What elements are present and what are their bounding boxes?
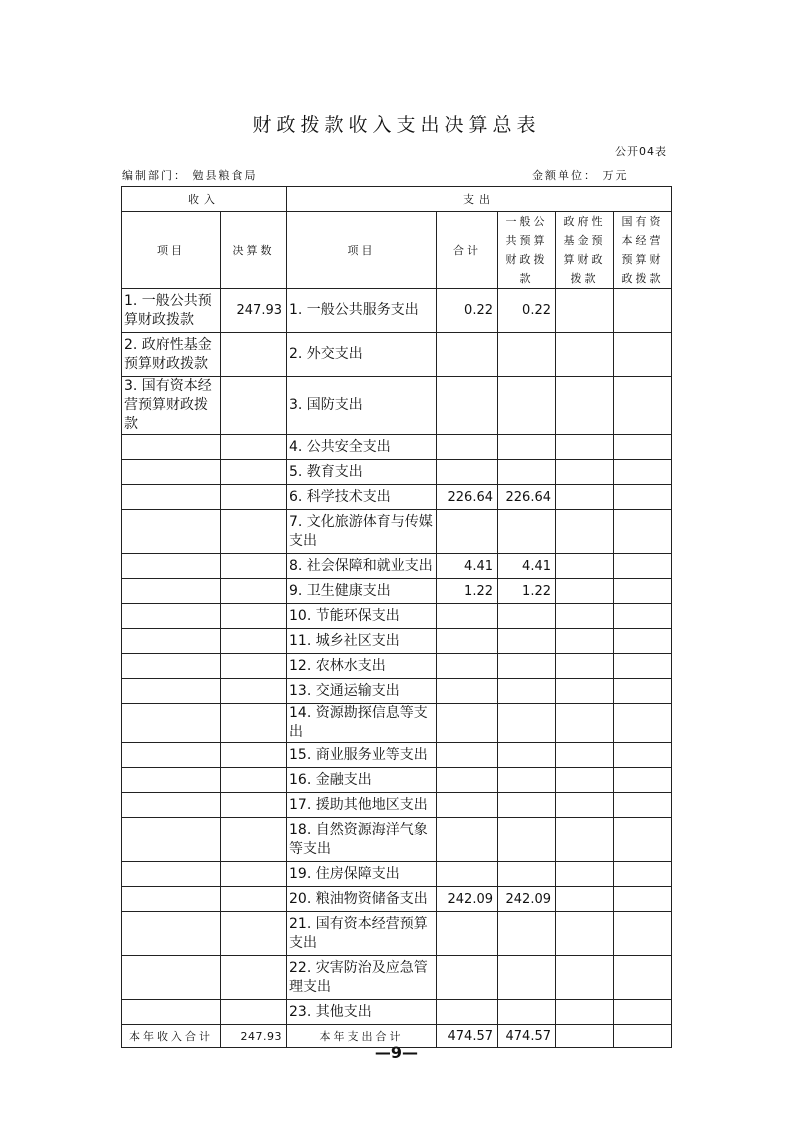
state-capital-cell	[614, 460, 672, 485]
income-item-cell	[122, 704, 221, 743]
table-row	[122, 743, 672, 768]
gov-fund-cell	[556, 377, 614, 435]
income-total-amount: 247.93	[221, 1025, 287, 1048]
income-item-cell	[122, 510, 221, 554]
expense-item-cell: 19. 住房保障支出	[287, 862, 437, 887]
gov-fund-cell	[556, 510, 614, 554]
expense-item-cell: 3. 国防支出	[287, 377, 437, 435]
income-item-cell	[122, 743, 221, 768]
state-capital-cell	[614, 579, 672, 604]
income-amount-cell	[221, 460, 287, 485]
expense-item-cell: 18. 自然资源海洋气象等支出	[287, 818, 437, 862]
general-cell	[498, 333, 556, 377]
income-item-cell	[122, 793, 221, 818]
gov-fund-cell	[556, 912, 614, 956]
total-cell	[437, 793, 498, 818]
table-row	[122, 289, 672, 333]
income-item-cell	[122, 460, 221, 485]
income-item-cell: 3. 国有资本经营预算财政拨款	[122, 377, 221, 435]
income-item-cell	[122, 554, 221, 579]
expense-item-cell: 16. 金融支出	[287, 768, 437, 793]
income-item-header: 项目	[122, 212, 221, 289]
income-amount-cell	[221, 510, 287, 554]
amount-unit: 金额单位： 万元	[532, 169, 629, 182]
expense-item-cell: 15. 商业服务业等支出	[287, 743, 437, 768]
state-capital-cell	[614, 704, 672, 743]
state-capital-cell	[614, 956, 672, 1000]
general-cell	[498, 377, 556, 435]
total-cell: 0.22	[437, 289, 498, 333]
general-cell: 1.22	[498, 579, 556, 604]
total-cell	[437, 654, 498, 679]
table-row	[122, 579, 672, 604]
expense-item-cell: 22. 灾害防治及应急管理支出	[287, 956, 437, 1000]
expense-item-cell: 7. 文化旅游体育与传媒支出	[287, 510, 437, 554]
gov-fund-cell	[556, 333, 614, 377]
expense-item-cell: 23. 其他支出	[287, 1000, 437, 1025]
table-row	[122, 510, 672, 554]
page-title: 财政拨款收入支出决算总表	[252, 114, 541, 136]
general-total-cell: 474.57	[498, 1025, 556, 1048]
table-row	[122, 818, 672, 862]
table-row	[122, 679, 672, 704]
table-row	[122, 768, 672, 793]
table-row	[122, 333, 672, 377]
expense-item-cell: 12. 农林水支出	[287, 654, 437, 679]
general-cell: 226.64	[498, 485, 556, 510]
total-cell	[437, 704, 498, 743]
income-item-cell	[122, 435, 221, 460]
gov-fund-cell	[556, 554, 614, 579]
income-amount-cell	[221, 818, 287, 862]
total-cell	[437, 377, 498, 435]
gov-fund-cell	[556, 604, 614, 629]
expense-item-cell: 6. 科学技术支出	[287, 485, 437, 510]
gov-fund-cell	[556, 887, 614, 912]
total-cell	[437, 510, 498, 554]
expense-item-cell: 21. 国有资本经营预算支出	[287, 912, 437, 956]
income-amount-cell	[221, 679, 287, 704]
general-cell	[498, 743, 556, 768]
state-capital-cell	[614, 289, 672, 333]
total-cell	[437, 333, 498, 377]
general-cell	[498, 460, 556, 485]
gov-fund-cell	[556, 289, 614, 333]
gov-fund-cell	[556, 956, 614, 1000]
income-item-cell	[122, 818, 221, 862]
general-cell	[498, 510, 556, 554]
income-item-cell	[122, 1000, 221, 1025]
gov-fund-cell	[556, 1000, 614, 1025]
income-amount-cell	[221, 912, 287, 956]
total-cell	[437, 435, 498, 460]
income-amount-cell	[221, 654, 287, 679]
gov-fund-cell	[556, 654, 614, 679]
table-row	[122, 654, 672, 679]
income-item-cell	[122, 862, 221, 887]
expense-item-cell: 9. 卫生健康支出	[287, 579, 437, 604]
income-amount-cell	[221, 887, 287, 912]
general-cell	[498, 654, 556, 679]
total-cell	[437, 604, 498, 629]
income-amount-cell	[221, 704, 287, 743]
income-amount-cell	[221, 956, 287, 1000]
total-cell: 242.09	[437, 887, 498, 912]
total-cell	[437, 862, 498, 887]
expense-header: 支出	[287, 187, 672, 212]
general-cell: 0.22	[498, 289, 556, 333]
income-item-cell	[122, 604, 221, 629]
income-item-cell	[122, 912, 221, 956]
expense-item-cell: 20. 粮油物资储备支出	[287, 887, 437, 912]
total-cell	[437, 1000, 498, 1025]
expense-item-cell: 13. 交通运输支出	[287, 679, 437, 704]
income-item-cell	[122, 679, 221, 704]
general-cell: 4.41	[498, 554, 556, 579]
expense-item-cell: 17. 援助其他地区支出	[287, 793, 437, 818]
gov-fund-header: 政府性基金预算财政拨款	[556, 212, 614, 289]
general-budget-header: 一般公共预算财政拨款	[498, 212, 556, 289]
gov-fund-cell	[556, 460, 614, 485]
income-amount-cell	[221, 604, 287, 629]
general-cell	[498, 818, 556, 862]
state-capital-cell	[614, 554, 672, 579]
total-cell	[437, 768, 498, 793]
income-amount-cell: 247.93	[221, 289, 287, 333]
general-cell	[498, 435, 556, 460]
header-row-top	[122, 187, 672, 212]
general-cell	[498, 604, 556, 629]
table-row	[122, 1000, 672, 1025]
state-capital-cell	[614, 435, 672, 460]
general-cell	[498, 956, 556, 1000]
general-cell	[498, 704, 556, 743]
table-row	[122, 604, 672, 629]
gov-fund-cell	[556, 679, 614, 704]
gov-fund-cell	[556, 704, 614, 743]
table-row	[122, 629, 672, 654]
total-cell	[437, 818, 498, 862]
gov-fund-cell	[556, 818, 614, 862]
state-capital-cell	[614, 1000, 672, 1025]
expense-item-cell: 2. 外交支出	[287, 333, 437, 377]
expense-item-cell: 10. 节能环保支出	[287, 604, 437, 629]
table-row	[122, 377, 672, 435]
expense-item-header: 项目	[287, 212, 437, 289]
gov-fund-cell	[556, 768, 614, 793]
income-amount-cell	[221, 377, 287, 435]
budget-amount-header: 决算数	[221, 212, 287, 289]
state-capital-cell	[614, 654, 672, 679]
table-row	[122, 485, 672, 510]
income-amount-cell	[221, 579, 287, 604]
total-cell: 4.41	[437, 554, 498, 579]
state-capital-cell	[614, 604, 672, 629]
total-cell: 1.22	[437, 579, 498, 604]
state-capital-cell	[614, 818, 672, 862]
income-item-cell	[122, 579, 221, 604]
expense-item-cell: 5. 教育支出	[287, 460, 437, 485]
total-cell	[437, 629, 498, 654]
state-capital-cell	[614, 510, 672, 554]
table-row	[122, 435, 672, 460]
total-cell	[437, 912, 498, 956]
income-amount-cell	[221, 743, 287, 768]
expense-item-cell: 11. 城乡社区支出	[287, 629, 437, 654]
income-amount-cell	[221, 485, 287, 510]
general-cell	[498, 679, 556, 704]
income-amount-cell	[221, 768, 287, 793]
general-cell	[498, 1000, 556, 1025]
state-capital-cell	[614, 333, 672, 377]
table-row	[122, 912, 672, 956]
page-number: —9—	[374, 1043, 419, 1062]
form-number: 公开04表	[615, 145, 667, 158]
income-amount-cell	[221, 862, 287, 887]
general-cell	[498, 768, 556, 793]
gov-fund-cell	[556, 743, 614, 768]
state-capital-cell	[614, 768, 672, 793]
header-row-columns	[122, 212, 672, 289]
expense-item-cell: 4. 公共安全支出	[287, 435, 437, 460]
income-item-cell	[122, 956, 221, 1000]
income-item-cell: 1. 一般公共预算财政拨款	[122, 289, 221, 333]
gov-fund-cell	[556, 485, 614, 510]
compiling-unit: 编制部门： 勉县粮食局	[122, 169, 258, 182]
table-row	[122, 862, 672, 887]
state-capital-cell	[614, 793, 672, 818]
state-capital-header: 国有资本经营预算财政拨款	[614, 212, 672, 289]
gov-fund-cell	[556, 793, 614, 818]
table-row	[122, 956, 672, 1000]
total-cell	[437, 743, 498, 768]
general-cell	[498, 912, 556, 956]
total-cell: 226.64	[437, 485, 498, 510]
table-row	[122, 460, 672, 485]
income-total-label: 本年收入合计	[122, 1025, 221, 1048]
general-cell	[498, 629, 556, 654]
income-item-cell	[122, 485, 221, 510]
state-capital-cell	[614, 485, 672, 510]
gov-fund-cell	[556, 629, 614, 654]
total-cell	[437, 956, 498, 1000]
income-amount-cell	[221, 793, 287, 818]
gov-fund-cell	[556, 579, 614, 604]
income-item-cell	[122, 654, 221, 679]
state-capital-cell	[614, 679, 672, 704]
expense-total-cell: 474.57	[437, 1025, 498, 1048]
expense-item-cell: 14. 资源勘探信息等支出	[287, 704, 437, 743]
general-cell: 242.09	[498, 887, 556, 912]
total-cell	[437, 460, 498, 485]
expense-item-cell: 1. 一般公共服务支出	[287, 289, 437, 333]
state-capital-cell	[614, 377, 672, 435]
state-capital-cell	[614, 862, 672, 887]
total-header: 合计	[437, 212, 498, 289]
income-amount-cell	[221, 554, 287, 579]
state-capital-cell	[614, 887, 672, 912]
expense-total-label: 本年支出合计	[287, 1025, 437, 1048]
table-row	[122, 704, 672, 743]
table-row	[122, 793, 672, 818]
total-cell	[437, 679, 498, 704]
income-item-cell: 2. 政府性基金预算财政拨款	[122, 333, 221, 377]
state-capital-cell	[614, 912, 672, 956]
state-capital-cell	[614, 743, 672, 768]
expense-item-cell: 8. 社会保障和就业支出	[287, 554, 437, 579]
general-cell	[498, 793, 556, 818]
income-amount-cell	[221, 333, 287, 377]
gov-fund-cell	[556, 862, 614, 887]
income-header: 收入	[122, 187, 287, 212]
income-amount-cell	[221, 435, 287, 460]
income-item-cell	[122, 768, 221, 793]
table-row	[122, 554, 672, 579]
income-amount-cell	[221, 1000, 287, 1025]
income-amount-cell	[221, 629, 287, 654]
fiscal-appropriation-table	[121, 186, 672, 1048]
income-item-cell	[122, 629, 221, 654]
state-capital-cell	[614, 629, 672, 654]
gov-fund-cell	[556, 435, 614, 460]
income-item-cell	[122, 887, 221, 912]
table-row	[122, 887, 672, 912]
general-cell	[498, 862, 556, 887]
